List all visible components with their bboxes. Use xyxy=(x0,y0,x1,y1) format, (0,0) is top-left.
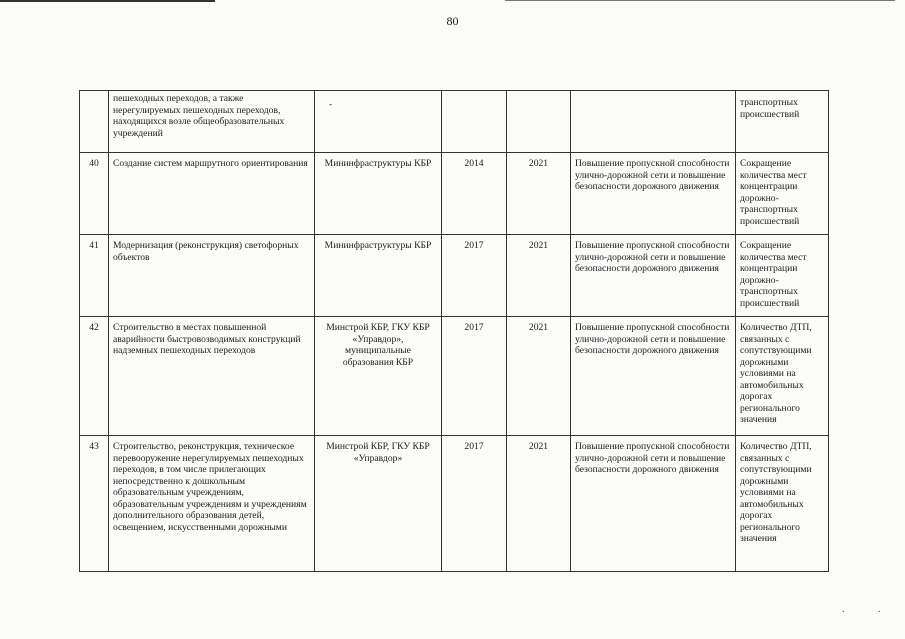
end-year-cell: 2021 xyxy=(507,153,571,235)
executor-cell: Минстрой КБР, ГКУ КБР «Управдор», муниципальные образования КБР xyxy=(315,317,442,436)
end-year-cell: 2021 xyxy=(507,317,571,436)
table-row xyxy=(80,153,829,235)
executor-cell: Мининфраструктуры КБР xyxy=(315,153,442,235)
scan-speck: . xyxy=(878,604,881,615)
table-row xyxy=(80,317,829,436)
scan-edge-line xyxy=(0,0,215,2)
goal-cell: Повышение пропускной способности улично-дорожной сети и повышение безопасности дорожного движения xyxy=(571,235,736,317)
row-number: 41 xyxy=(80,235,109,317)
table-row xyxy=(80,235,829,317)
goal-cell xyxy=(571,91,736,153)
page-number: 80 xyxy=(446,14,459,28)
goal-cell: Повышение пропускной способности улично-дорожной сети и повышение безопасности дорожного движения xyxy=(571,317,736,436)
measure-cell: Создание систем маршрутного ориентирования xyxy=(109,153,315,235)
end-year-cell: 2021 xyxy=(507,235,571,317)
start-year-cell xyxy=(442,91,507,153)
row-number: 40 xyxy=(80,153,109,235)
measure-cell: Строительство, реконструкция, техническое перевооружение нерегулируемых пешеходных переходов, в том числе прилегающих непосредственно к дошкольным образовательным учреждениям, образовательным учреждениям и учреждениям дополнительного образования детей, освещением, искусственными дорожными xyxy=(109,436,315,572)
scan-edge-line xyxy=(505,0,895,1)
effect-cell: Сокращение количества мест концентрации дорожно-транспортных происшествий xyxy=(736,235,829,317)
effect-cell: Сокращение количества мест концентрации дорожно-транспортных происшествий xyxy=(736,153,829,235)
row-number: 42 xyxy=(80,317,109,436)
table-row xyxy=(80,91,829,153)
start-year-cell: 2017 xyxy=(442,317,507,436)
effect-cell: Количество ДТП, связанных с сопутствующими дорожными условиями на автомобильных дорогах регионального значения xyxy=(736,436,829,572)
scan-speck: . xyxy=(842,604,845,615)
start-year-cell: 2017 xyxy=(442,436,507,572)
executor-cell: - xyxy=(315,91,442,153)
measures-table xyxy=(79,90,829,572)
start-year-cell: 2017 xyxy=(442,235,507,317)
goal-cell: Повышение пропускной способности улично-дорожной сети и повышение безопасности дорожного движения xyxy=(571,436,736,572)
table-row xyxy=(80,436,829,572)
effect-cell: транспортных происшествий xyxy=(736,91,829,153)
executor-cell: Мининфраструктуры КБР xyxy=(315,235,442,317)
measure-cell: пешеходных переходов, а также нерегулируемых пешеходных переходов, находящихся возле общеобразовательных учреждений xyxy=(109,91,315,153)
start-year-cell: 2014 xyxy=(442,153,507,235)
executor-cell: Минстрой КБР, ГКУ КБР «Управдор» xyxy=(315,436,442,572)
goal-cell: Повышение пропускной способности улично-дорожной сети и повышение безопасности дорожного движения xyxy=(571,153,736,235)
row-number: 43 xyxy=(80,436,109,572)
measure-cell: Модернизация (реконструкция) светофорных объектов xyxy=(109,235,315,317)
end-year-cell xyxy=(507,91,571,153)
measure-cell: Строительство в местах повышенной аварийности быстровозводимых конструкций надземных пешеходных переходов xyxy=(109,317,315,436)
end-year-cell: 2021 xyxy=(507,436,571,572)
row-number xyxy=(80,91,109,153)
effect-cell: Количество ДТП, связанных с сопутствующими дорожными условиями на автомобильных дорогах регионального значения xyxy=(736,317,829,436)
